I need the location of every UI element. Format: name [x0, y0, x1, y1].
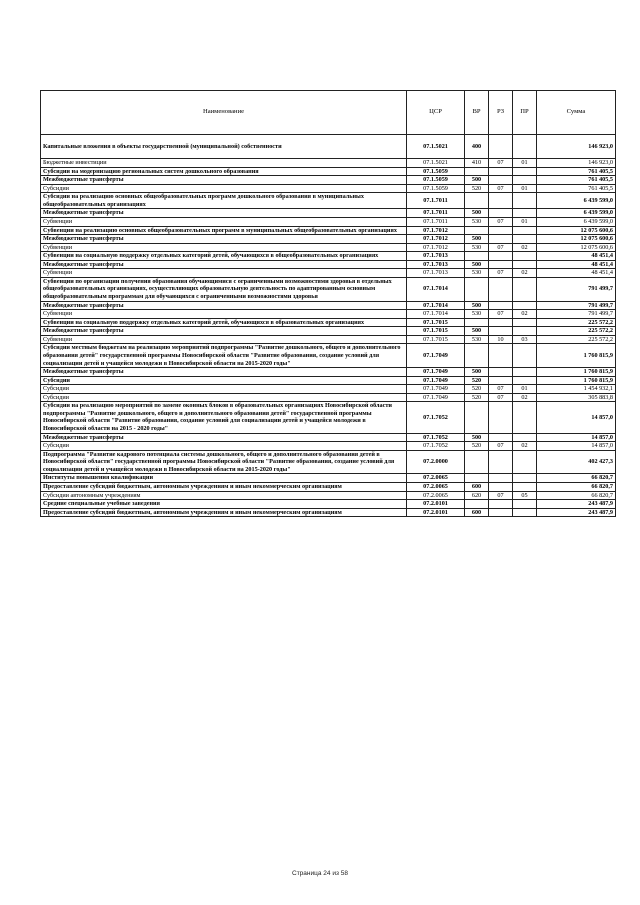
cell-pr [513, 402, 537, 433]
table-row [41, 269, 616, 278]
table-row [41, 193, 616, 209]
cell-sum: 12 075 600,6 [537, 235, 616, 244]
header-csr: ЦСР [407, 91, 465, 135]
cell-rz: 07 [489, 217, 513, 226]
cell-pr [513, 450, 537, 474]
cell-pr [513, 500, 537, 509]
cell-sum: 48 451,4 [537, 252, 616, 261]
cell-name: Предоставление субсидий бюджетным, автономным учреждениям и иным некоммерческим организациям [41, 508, 407, 517]
cell-vr [465, 474, 489, 483]
cell-rz [489, 135, 513, 159]
cell-rz [489, 277, 513, 301]
cell-vr [465, 450, 489, 474]
cell-sum: 225 572,2 [537, 327, 616, 336]
cell-csr: 07.2.0065 [407, 491, 465, 500]
cell-pr: 02 [513, 243, 537, 252]
cell-rz: 07 [489, 243, 513, 252]
cell-name: Межбюджетные трансферты [41, 260, 407, 269]
cell-pr [513, 167, 537, 176]
cell-pr [513, 277, 537, 301]
cell-vr [465, 318, 489, 327]
table-row [41, 209, 616, 218]
cell-sum: 761 405,5 [537, 176, 616, 185]
cell-csr: 07.1.7011 [407, 209, 465, 218]
cell-vr: 600 [465, 482, 489, 491]
table-row [41, 344, 616, 368]
cell-sum: 305 883,8 [537, 393, 616, 402]
cell-vr: 500 [465, 235, 489, 244]
table-row [41, 385, 616, 394]
cell-csr: 07.1.5059 [407, 184, 465, 193]
cell-rz: 07 [489, 184, 513, 193]
cell-sum: 761 405,5 [537, 167, 616, 176]
table-row [41, 327, 616, 336]
cell-pr [513, 474, 537, 483]
cell-sum: 761 405,5 [537, 184, 616, 193]
cell-csr: 07.1.7011 [407, 193, 465, 209]
cell-csr: 07.1.7012 [407, 235, 465, 244]
table-row [41, 335, 616, 344]
cell-rz: 07 [489, 385, 513, 394]
table-header-row [41, 91, 616, 135]
cell-vr: 500 [465, 433, 489, 442]
cell-sum: 243 487,9 [537, 508, 616, 517]
cell-vr: 410 [465, 159, 489, 168]
cell-rz [489, 344, 513, 368]
cell-sum: 225 572,2 [537, 318, 616, 327]
cell-name: Институты повышения квалификации [41, 474, 407, 483]
cell-vr: 500 [465, 327, 489, 336]
cell-pr [513, 252, 537, 261]
cell-name: Субсидии [41, 393, 407, 402]
cell-vr: 520 [465, 393, 489, 402]
cell-rz [489, 508, 513, 517]
page-number: Страница 24 из 58 [292, 870, 348, 877]
cell-pr [513, 135, 537, 159]
cell-sum: 791 499,7 [537, 277, 616, 301]
cell-name: Межбюджетные трансферты [41, 235, 407, 244]
cell-csr: 07.2.0101 [407, 500, 465, 509]
table-row [41, 310, 616, 319]
cell-vr: 530 [465, 269, 489, 278]
cell-rz [489, 474, 513, 483]
cell-csr: 07.1.5059 [407, 167, 465, 176]
cell-sum: 14 857,0 [537, 442, 616, 451]
table-row [41, 376, 616, 385]
cell-name: Субвенции на реализацию основных общеобразовательных программ в муниципальных общеобразовательных организациях [41, 226, 407, 235]
cell-vr: 500 [465, 260, 489, 269]
cell-csr: 07.1.7049 [407, 393, 465, 402]
cell-pr [513, 193, 537, 209]
cell-pr [513, 301, 537, 310]
cell-rz [489, 433, 513, 442]
cell-rz [489, 176, 513, 185]
cell-sum: 12 075 600,6 [537, 243, 616, 252]
cell-name: Средние специальные учебные заведения [41, 500, 407, 509]
cell-rz [489, 260, 513, 269]
cell-csr: 07.2.0065 [407, 482, 465, 491]
cell-pr: 02 [513, 442, 537, 451]
table-row [41, 508, 616, 517]
cell-name: Субсидии местным бюджетам на реализацию мероприятий подпрограммы "Развитие дошкольного, общего и дополнительного образования детей" государственной программы Новосибирской области "Развитие образования, создание условий для социализации детей и учащейся молодежи в Новосибирской области на 2015-2020 годы" [41, 344, 407, 368]
cell-csr: 07.1.7013 [407, 252, 465, 261]
cell-name: Субвенции по организации получения образования обучающимися с ограниченными возможностями здоровья в отдельных общеобразовательных организациях, осуществляющих образовательную деятельность по адаптированным основным общеобразовательным программам для обучающихся с ограниченными возможностями здоровья [41, 277, 407, 301]
cell-pr: 01 [513, 385, 537, 394]
cell-csr: 07.1.7013 [407, 260, 465, 269]
cell-sum: 12 075 600,6 [537, 226, 616, 235]
cell-csr: 07.1.7011 [407, 217, 465, 226]
cell-pr [513, 376, 537, 385]
cell-pr [513, 226, 537, 235]
cell-rz [489, 226, 513, 235]
cell-pr [513, 209, 537, 218]
table-row [41, 368, 616, 377]
budget-table [40, 90, 616, 517]
cell-pr [513, 433, 537, 442]
cell-pr [513, 176, 537, 185]
cell-name: Межбюджетные трансферты [41, 433, 407, 442]
cell-sum: 14 857,0 [537, 402, 616, 433]
cell-name: Межбюджетные трансферты [41, 209, 407, 218]
cell-vr: 500 [465, 176, 489, 185]
cell-name: Субсидии [41, 442, 407, 451]
cell-rz [489, 318, 513, 327]
cell-rz [489, 402, 513, 433]
cell-name: Межбюджетные трансферты [41, 301, 407, 310]
header-vr: ВР [465, 91, 489, 135]
cell-pr: 03 [513, 335, 537, 344]
cell-csr: 07.1.7014 [407, 310, 465, 319]
cell-vr: 520 [465, 442, 489, 451]
cell-vr: 530 [465, 335, 489, 344]
cell-csr: 07.1.7014 [407, 277, 465, 301]
cell-name: Субсидии на модернизацию региональных систем дошкольного образования [41, 167, 407, 176]
cell-name: Межбюджетные трансферты [41, 327, 407, 336]
cell-vr [465, 402, 489, 433]
cell-vr [465, 277, 489, 301]
cell-vr: 400 [465, 135, 489, 159]
header-name: Наименование [41, 91, 407, 135]
cell-csr: 07.1.7049 [407, 385, 465, 394]
cell-pr: 02 [513, 310, 537, 319]
cell-csr: 07.1.7015 [407, 335, 465, 344]
cell-vr: 530 [465, 217, 489, 226]
cell-vr: 500 [465, 209, 489, 218]
cell-vr [465, 193, 489, 209]
cell-csr: 07.1.7015 [407, 327, 465, 336]
table-row [41, 491, 616, 500]
cell-csr: 07.1.5021 [407, 159, 465, 168]
cell-name: Субвенции [41, 243, 407, 252]
table-row [41, 482, 616, 491]
cell-name: Субсидии [41, 376, 407, 385]
cell-csr: 07.1.7013 [407, 269, 465, 278]
cell-sum: 1 760 815,9 [537, 376, 616, 385]
table-body [41, 135, 616, 517]
table-row [41, 252, 616, 261]
cell-pr [513, 368, 537, 377]
cell-csr: 07.1.7052 [407, 402, 465, 433]
cell-name: Субвенции [41, 269, 407, 278]
table-row [41, 500, 616, 509]
cell-csr: 07.2.0065 [407, 474, 465, 483]
table-row [41, 301, 616, 310]
cell-sum: 6 439 599,0 [537, 217, 616, 226]
cell-pr [513, 318, 537, 327]
cell-rz: 07 [489, 393, 513, 402]
cell-pr [513, 508, 537, 517]
cell-name: Субсидии [41, 385, 407, 394]
cell-name: Субсидии на реализацию мероприятий по замене оконных блоков в образовательных организациях Новосибирской области подпрограммы "Развитие дошкольного, общего и дополнительного образования детей" государственной программы Новосибирской области "Развитие образования, создание условий для социализации детей и учащейся молодежи в Новосибирской области на 2015 - 2020 годы" [41, 402, 407, 433]
cell-name: Межбюджетные трансферты [41, 176, 407, 185]
cell-csr: 07.1.5021 [407, 135, 465, 159]
cell-name: Субвенции [41, 217, 407, 226]
cell-pr: 01 [513, 217, 537, 226]
cell-pr [513, 235, 537, 244]
cell-name: Субсидии на реализацию основных общеобразовательных программ дошкольного образования в муниципальных общеобразовательных организациях [41, 193, 407, 209]
cell-pr: 05 [513, 491, 537, 500]
cell-sum: 146 923,0 [537, 159, 616, 168]
cell-sum: 48 451,4 [537, 269, 616, 278]
cell-csr: 07.1.7052 [407, 442, 465, 451]
cell-csr: 07.2.0101 [407, 508, 465, 517]
cell-sum: 6 439 599,0 [537, 193, 616, 209]
table-row [41, 235, 616, 244]
cell-rz: 07 [489, 310, 513, 319]
cell-sum: 791 499,7 [537, 310, 616, 319]
cell-pr [513, 344, 537, 368]
header-sum: Сумма [537, 91, 616, 135]
table-row [41, 217, 616, 226]
cell-rz [489, 327, 513, 336]
cell-pr [513, 260, 537, 269]
cell-rz [489, 500, 513, 509]
cell-name: Бюджетные инвестиции [41, 159, 407, 168]
table-row [41, 135, 616, 159]
cell-rz: 10 [489, 335, 513, 344]
cell-pr [513, 482, 537, 491]
table-row [41, 450, 616, 474]
cell-vr: 520 [465, 376, 489, 385]
cell-rz [489, 235, 513, 244]
cell-rz [489, 368, 513, 377]
cell-sum: 1 760 815,9 [537, 368, 616, 377]
cell-sum: 243 487,9 [537, 500, 616, 509]
table-row [41, 226, 616, 235]
cell-csr: 07.1.7012 [407, 226, 465, 235]
cell-sum: 1 454 932,1 [537, 385, 616, 394]
cell-pr: 02 [513, 269, 537, 278]
cell-pr: 01 [513, 184, 537, 193]
cell-rz [489, 209, 513, 218]
cell-pr [513, 327, 537, 336]
cell-name: Подпрограмма "Развитие кадрового потенциала системы дошкольного, общего и дополнительного образования детей в Новосибирской области" государственной программы Новосибирской области "Развитие образования, создание условий для социализации детей и учащейся молодежи в Новосибирской области на 2015-2020 годы" [41, 450, 407, 474]
cell-csr: 07.1.7049 [407, 368, 465, 377]
cell-name: Капитальные вложения в объекты государственной (муниципальной) собственности [41, 135, 407, 159]
cell-rz [489, 450, 513, 474]
cell-rz [489, 301, 513, 310]
header-pr: ПР [513, 91, 537, 135]
table-row [41, 433, 616, 442]
cell-vr [465, 252, 489, 261]
cell-vr [465, 344, 489, 368]
cell-rz [489, 193, 513, 209]
cell-sum: 1 760 815,9 [537, 344, 616, 368]
cell-sum: 66 820,7 [537, 491, 616, 500]
cell-csr: 07.1.7052 [407, 433, 465, 442]
table-row [41, 393, 616, 402]
cell-csr: 07.1.7049 [407, 344, 465, 368]
cell-vr: 530 [465, 243, 489, 252]
cell-sum: 225 572,2 [537, 335, 616, 344]
cell-vr: 530 [465, 310, 489, 319]
cell-rz [489, 376, 513, 385]
cell-rz: 07 [489, 159, 513, 168]
cell-vr: 500 [465, 368, 489, 377]
table-row [41, 277, 616, 301]
cell-sum: 66 820,7 [537, 482, 616, 491]
table-row [41, 159, 616, 168]
cell-vr: 500 [465, 301, 489, 310]
table-row [41, 176, 616, 185]
cell-rz [489, 482, 513, 491]
cell-csr: 07.1.7049 [407, 376, 465, 385]
cell-vr [465, 226, 489, 235]
cell-sum: 48 451,4 [537, 260, 616, 269]
cell-sum: 146 923,0 [537, 135, 616, 159]
cell-name: Субвенции [41, 310, 407, 319]
cell-sum: 791 499,7 [537, 301, 616, 310]
table-row [41, 260, 616, 269]
cell-sum: 402 427,3 [537, 450, 616, 474]
cell-vr [465, 500, 489, 509]
cell-name: Субвенции [41, 335, 407, 344]
cell-csr: 07.1.5059 [407, 176, 465, 185]
cell-name: Субсидии [41, 184, 407, 193]
cell-csr: 07.1.7015 [407, 318, 465, 327]
cell-rz: 07 [489, 269, 513, 278]
cell-csr: 07.1.7014 [407, 301, 465, 310]
cell-vr: 520 [465, 184, 489, 193]
cell-vr [465, 167, 489, 176]
cell-name: Субвенции на социальную поддержку отдельных категорий детей, обучающихся в образовательных организациях [41, 318, 407, 327]
cell-rz: 07 [489, 442, 513, 451]
cell-name: Субсидии автономным учреждениям [41, 491, 407, 500]
table-row [41, 184, 616, 193]
table-row [41, 243, 616, 252]
cell-csr: 07.1.7012 [407, 243, 465, 252]
cell-name: Межбюджетные трансферты [41, 368, 407, 377]
cell-csr: 07.2.0000 [407, 450, 465, 474]
cell-rz: 07 [489, 491, 513, 500]
table-row [41, 442, 616, 451]
header-rz: РЗ [489, 91, 513, 135]
cell-sum: 66 820,7 [537, 474, 616, 483]
cell-rz [489, 252, 513, 261]
cell-name: Субвенции на социальную поддержку отдельных категорий детей, обучающихся в общеобразовательных организациях [41, 252, 407, 261]
cell-pr: 01 [513, 159, 537, 168]
cell-vr: 600 [465, 508, 489, 517]
cell-sum: 6 439 599,0 [537, 209, 616, 218]
table-row [41, 318, 616, 327]
table-row [41, 167, 616, 176]
cell-vr: 620 [465, 491, 489, 500]
cell-pr: 02 [513, 393, 537, 402]
cell-sum: 14 857,0 [537, 433, 616, 442]
table-row [41, 402, 616, 433]
cell-name: Предоставление субсидий бюджетным, автономным учреждениям и иным некоммерческим организациям [41, 482, 407, 491]
table-row [41, 474, 616, 483]
cell-rz [489, 167, 513, 176]
cell-vr: 520 [465, 385, 489, 394]
